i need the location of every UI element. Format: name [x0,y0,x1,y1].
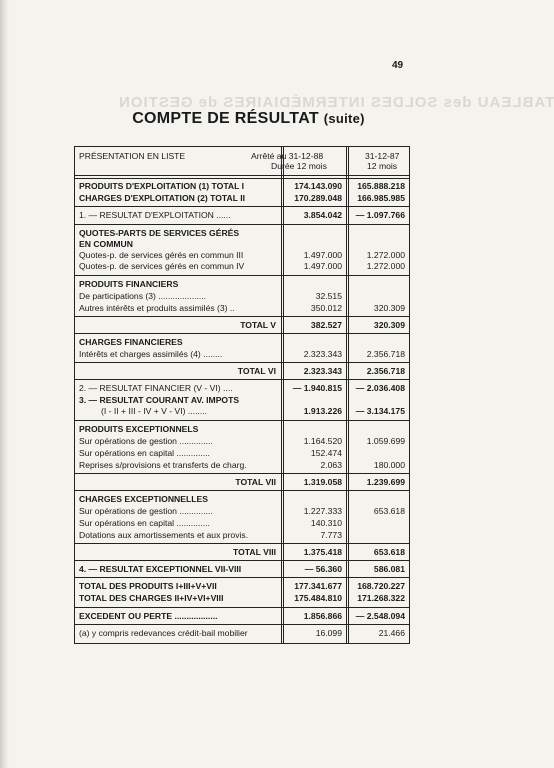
row-label: Quotes-p. de services gérés en commun IV [79,261,245,271]
value-1987: — 2.036.408 [355,383,405,393]
value-1987: 166.985.985 [357,193,405,203]
section-title: EN COMMUN [79,239,133,249]
row-label: Reprises s/provisions et transferts de charg. [79,460,247,470]
value-1988: 3.854.042 [303,210,342,220]
total-label: TOTAL VII [235,477,276,487]
header-col1-line1: Arrêté au 31-12-88 [251,151,324,161]
row-divider [75,275,409,276]
value-1988: 177.341.677 [294,581,342,591]
row-divider [75,333,409,334]
value-1987: 2.356.718 [366,366,405,376]
value-1987: — 3.134.175 [355,406,405,416]
row-divider [75,624,409,625]
row-label: De participations (3) .................... [79,291,207,301]
value-1987: 168.720.227 [357,581,405,591]
value-1988: 152.474 [310,448,342,458]
section-title: PRODUITS FINANCIERS [79,279,179,289]
row-divider [75,420,409,421]
title-suffix: (suite) [323,111,365,126]
row-label: Sur opérations de gestion .............. [79,506,213,516]
value-1987: 586.081 [373,564,405,574]
row-divider [75,577,409,578]
value-1988: 1.375.418 [303,547,342,557]
value-1988: 1.164.520 [303,436,342,446]
value-1987: — 1.097.766 [355,210,405,220]
row-divider [75,178,409,179]
value-1987: 1.239.699 [366,477,405,487]
row-divider [75,560,409,561]
value-1987: — 2.548.094 [355,611,405,621]
value-1988: 382.527 [310,320,342,330]
section-title: CHARGES FINANCIERES [79,337,183,347]
row-label: CHARGES D'EXPLOITATION (2) TOTAL II [79,193,245,203]
value-1988: 1.227.333 [303,506,342,516]
row-label: Sur opérations de gestion .............. [79,436,213,446]
value-1988: 2.323.343 [303,366,342,376]
value-1988: 140.310 [310,518,342,528]
value-1988: 174.143.090 [294,181,342,191]
value-1987: 320.309 [373,303,405,313]
row-label: PRODUITS D'EXPLOITATION (1) TOTAL I [79,181,245,191]
row-label: Quotes-p. de services gérés en commun III [79,250,244,260]
page-title [0,110,497,128]
value-1988: 16.099 [315,628,342,638]
row-divider [75,362,409,363]
row-divider [75,175,409,176]
value-1987: 2.356.718 [366,349,405,359]
row-divider [75,543,409,544]
value-1987: 1.272.000 [366,250,405,260]
section-title: CHARGES EXCEPTIONNELLES [79,494,208,504]
value-1988: — 56.360 [304,564,342,574]
value-1988: 2.063 [320,460,342,470]
row-label: Autres intérêts et produits assimilés (3) .. [79,303,235,313]
value-1987: 180.000 [373,460,405,470]
row-divider [75,206,409,207]
row-label: TOTAL DES CHARGES II+IV+VI+VIII [79,593,224,603]
value-1988: 1.497.000 [303,250,342,260]
value-1988: 1.913.226 [303,406,342,416]
row-label: 4. — RESULTAT EXCEPTIONNEL VII-VIII [79,564,242,574]
value-1987: 653.618 [373,506,405,516]
row-label: EXCEDENT OU PERTE .................. [79,611,218,621]
header-col1-line2: Durée 12 mois [271,161,327,171]
value-1988: 1.856.866 [303,611,342,621]
header-col2-line1: 31-12-87 [365,151,400,161]
value-1987: 1.059.699 [366,436,405,446]
total-label: TOTAL VIII [233,547,276,557]
value-1988: 1.319.058 [303,477,342,487]
income-statement-table [74,146,410,644]
column-divider [281,147,282,643]
row-label: Dotations aux amortissements et aux provis. [79,530,249,540]
value-1987: 653.618 [373,547,405,557]
row-divider [75,224,409,225]
row-label: Intérêts et charges assimilés (4) ........ [79,349,223,359]
header-label: PRÉSENTATION EN LISTE [79,151,186,161]
value-1988: 7.773 [320,530,342,540]
row-label: 2. — RESULTAT FINANCIER (V - VI) .... [79,383,233,393]
total-label: TOTAL VI [237,366,276,376]
value-1988: 350.012 [310,303,342,313]
row-divider [75,379,409,380]
row-label: Sur opérations en capital .............. [79,518,210,528]
value-1987: 171.268.322 [357,593,405,603]
row-divider [75,473,409,474]
row-divider [75,316,409,317]
bleed-through-text: TABLEAU des SOLDES INTERMÉDIAIRES de GESTION [118,94,554,111]
row-label: TOTAL DES PRODUITS I+III+V+VII [79,581,217,591]
total-label: TOTAL V [240,320,276,330]
value-1988: 2.323.343 [303,349,342,359]
row-label: 3. — RESULTAT COURANT AV. IMPOTS [79,395,240,405]
value-1987: 1.272.000 [366,261,405,271]
row-divider [75,490,409,491]
value-1988: 170.289.048 [294,193,342,203]
header-col2-line2: 12 mois [367,161,398,171]
value-1988: 32.515 [315,291,342,301]
row-label: (a) y compris redevances crédit-bail mobilier [79,628,248,638]
row-divider [75,607,409,608]
value-1988: — 1.940.815 [292,383,342,393]
title-main: COMPTE DE RÉSULTAT [132,110,319,127]
column-divider [346,147,347,643]
row-label: 1. — RESULTAT D'EXPLOITATION ...... [79,210,231,220]
row-label: (I - II + III - IV + V - VI) ........ [101,406,208,416]
value-1988: 1.497.000 [303,261,342,271]
row-label: Sur opérations en capital .............. [79,448,210,458]
page-number: 49 [392,60,404,71]
section-title: QUOTES-PARTS DE SERVICES GÉRÉS [79,228,240,238]
value-1987: 320.309 [373,320,405,330]
value-1987: 21.466 [378,628,405,638]
value-1987: 165.888.218 [357,181,405,191]
value-1988: 175.484.810 [294,593,342,603]
section-title: PRODUITS EXCEPTIONNELS [79,424,199,434]
